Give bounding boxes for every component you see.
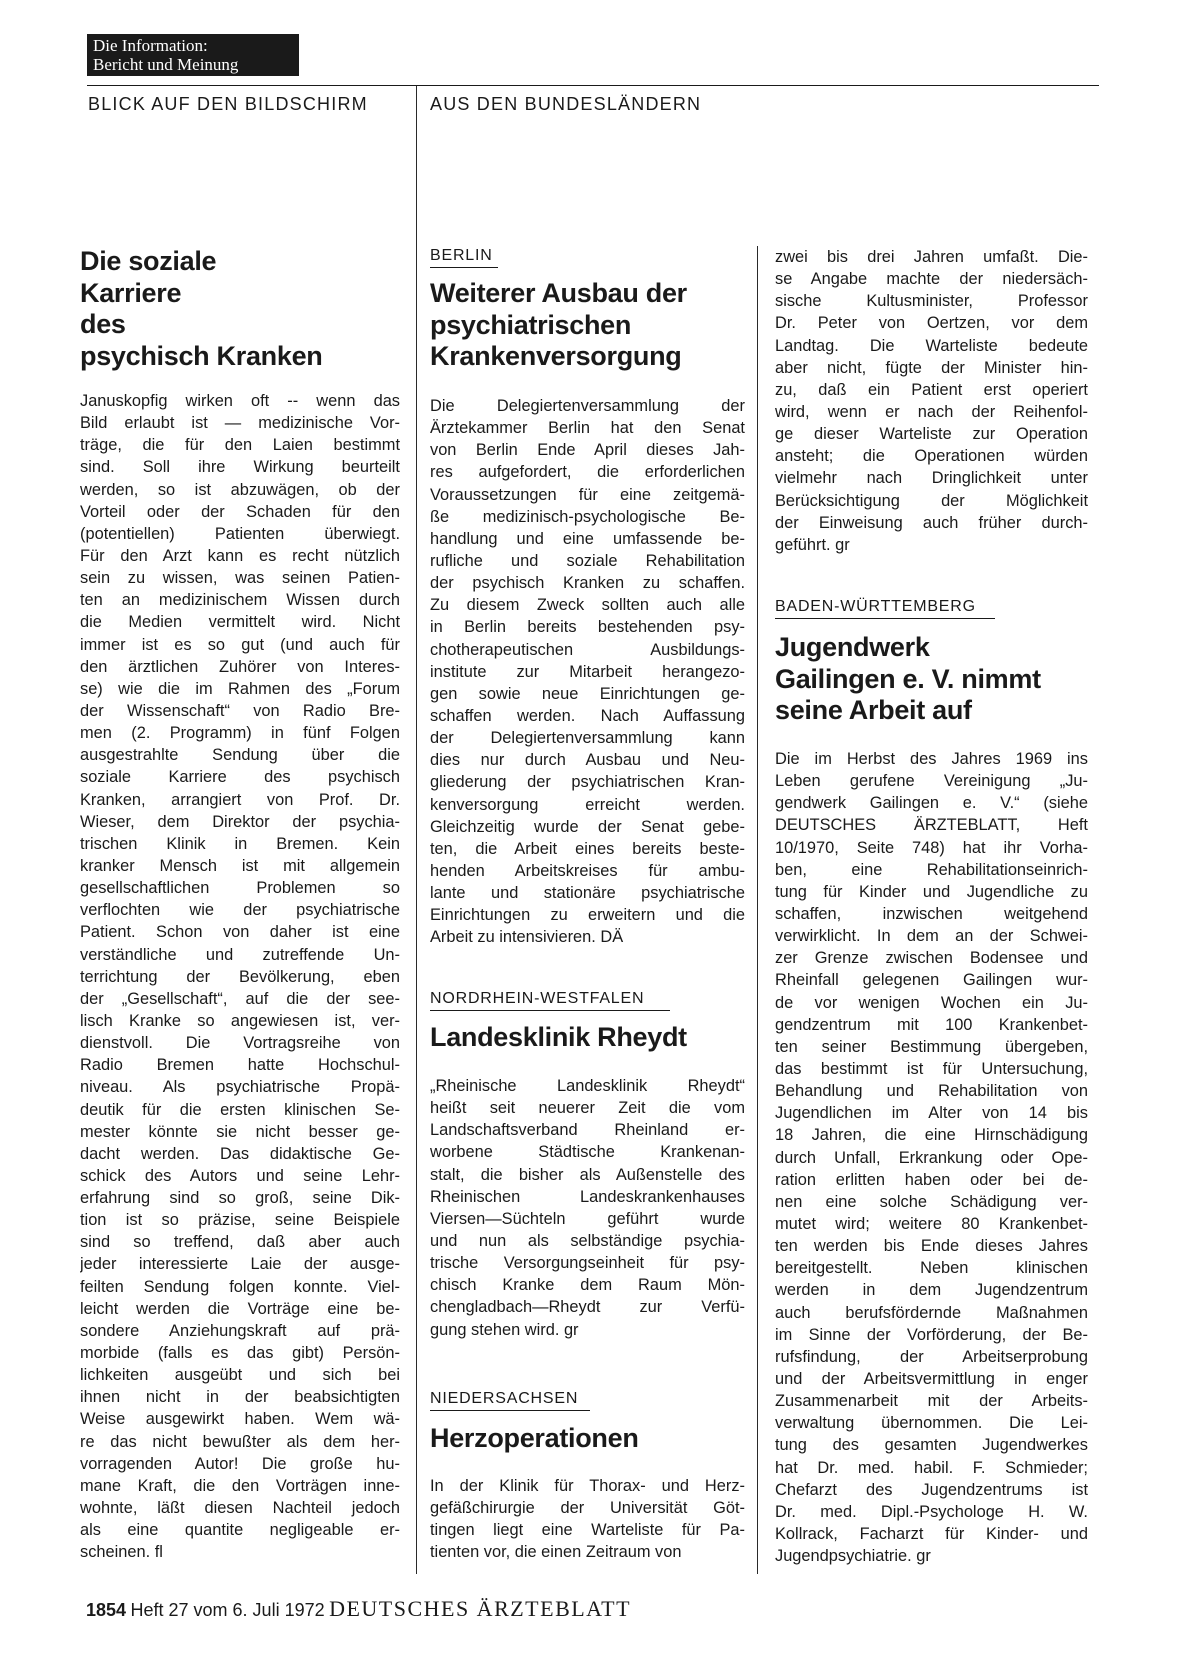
body-line: men (2. Programm) in fünf Folgen xyxy=(80,724,400,743)
article-body-rheydt xyxy=(430,1075,745,1341)
body-line: wohnte, läßt diesen Nachteil jedoch xyxy=(80,1499,400,1518)
body-line: das bestimmt ist für Untersuchung, xyxy=(775,1059,1088,1078)
series-label-line1: Die Information: xyxy=(93,36,208,55)
body-line: ansteht; die Operationen würden xyxy=(775,447,1088,466)
body-line: scheinen. fl xyxy=(80,1543,163,1562)
body-line: Landschaftsverband Rheinland er- xyxy=(430,1121,745,1140)
body-line: morbide (falls es das gibt) Persön- xyxy=(80,1344,400,1363)
body-line: immer ist es so gut (und auch für xyxy=(80,635,400,654)
headline-berlin: Weiterer Ausbau der psychiatrischen Krankenversorgung xyxy=(430,278,687,371)
article-body-berlin xyxy=(430,395,745,949)
body-line: kenversorgung erreicht werden. xyxy=(430,795,745,814)
body-line: der Delegiertenversammlung kann xyxy=(430,729,745,748)
body-line: sische Kultusminister, Professor xyxy=(775,292,1088,311)
body-line: Landtag. Die Warteliste bedeute xyxy=(775,336,1088,355)
body-line: verständliche und zutreffende Un- xyxy=(80,945,400,964)
body-line: leicht werden die Vorträge eine be- xyxy=(80,1299,400,1318)
body-line: geführt. gr xyxy=(775,535,850,554)
body-line: se) wie die im Rahmen des „Forum xyxy=(80,679,400,698)
body-line: chotherapeutischen Ausbildungs- xyxy=(430,640,745,659)
body-line: Zusammenarbeit mit der Arbeits- xyxy=(775,1392,1088,1411)
body-line: gung stehen wird. gr xyxy=(430,1320,579,1339)
body-line: tung des gesamten Jugendwerkes xyxy=(775,1436,1088,1455)
body-line: Viersen—Süchteln geführt wurde xyxy=(430,1209,745,1228)
body-line: chisch Kranke dem Raum Mön- xyxy=(430,1276,745,1295)
body-line: sondere Anziehungskraft auf prä- xyxy=(80,1321,400,1340)
body-line: niveau. Als psychiatrische Propä- xyxy=(80,1078,400,1097)
kicker-underline xyxy=(430,1410,590,1411)
body-line: soziale Karriere des psychisch xyxy=(80,768,400,787)
body-line: Wieser, dem Direktor der psychia- xyxy=(80,812,400,831)
body-line: Voraussetzungen für eine zeitgemä- xyxy=(430,485,745,504)
body-line: terrichtung der Bevölkerung, eben xyxy=(80,967,400,986)
body-line: vielmehr nach Dringlichkeit unter xyxy=(775,469,1088,488)
body-line: der Wissenschaft“ von Radio Bre- xyxy=(80,701,400,720)
column-rule-2 xyxy=(757,246,758,1574)
body-line: tienten vor, die einen Zeitraum von xyxy=(430,1543,682,1562)
kicker-underline xyxy=(430,267,498,268)
body-line: Berücksichtigung der Möglichkeit xyxy=(775,491,1088,510)
top-rule xyxy=(87,85,1099,86)
column-rule-1 xyxy=(416,86,417,1574)
body-line: verflochten wie der psychiatrische xyxy=(80,901,400,920)
body-line: mane Kraft, die den Vorträgen inne- xyxy=(80,1476,400,1495)
body-line: rufliche und soziale Rehabilitation xyxy=(430,551,745,570)
body-line: zer Grenze zwischen Bodensee und xyxy=(775,949,1088,968)
body-line: Die im Herbst des Jahres 1969 ins xyxy=(775,750,1088,768)
body-line: de vor wenigen Wochen ein Ju- xyxy=(775,993,1088,1012)
body-line: bereitgestellt. Neben klinischen xyxy=(775,1259,1088,1278)
body-line: die Medien vermittelt wird. Nicht xyxy=(80,613,400,632)
body-line: ten, die Arbeit eines bereits beste- xyxy=(430,839,745,858)
body-line: ße medizinisch-psychologische Be- xyxy=(430,507,745,526)
body-line: Für den Arzt kann es recht nützlich xyxy=(80,546,400,565)
body-line: 18 Jahren, die eine Hirnschädigung xyxy=(775,1126,1088,1145)
body-line: DEUTSCHES ÄRZTEBLATT, Heft xyxy=(775,816,1088,835)
body-line: hat Dr. med. habil. F. Schmieder; xyxy=(775,1458,1088,1477)
body-line: lante und stationäre psychiatrische xyxy=(430,884,745,903)
page-footer xyxy=(86,1596,631,1625)
body-line: ten werden bis Ende dieses Jahres xyxy=(775,1237,1088,1256)
body-line: Patient. Schon von daher ist eine xyxy=(80,923,400,942)
body-line: mutet wird; weitere 80 Krankenbet- xyxy=(775,1214,1088,1233)
body-line: Arbeit zu intensivieren. DÄ xyxy=(430,928,624,947)
body-line: deutik für die ersten klinischen Se- xyxy=(80,1100,400,1119)
headline-rheydt: Landesklinik Rheydt xyxy=(430,1022,687,1052)
body-line: verwirklicht. In dem an der Schwei- xyxy=(775,927,1088,946)
body-line: gen sowie neue Einrichtungen ge- xyxy=(430,684,745,703)
body-line: ben, eine Rehabilitationseinrich- xyxy=(775,860,1088,879)
body-line: jeder interessierte Laie der ausge- xyxy=(80,1255,400,1274)
body-line: gefäßchirurgie der Universität Göt- xyxy=(430,1499,745,1518)
kicker-niedersachsen: NIEDERSACHSEN xyxy=(430,1390,579,1407)
body-line: Einrichtungen zu erweitern und die xyxy=(430,906,745,925)
body-line: träge, die für den Laien bestimmt xyxy=(80,436,400,455)
body-line: worbene Städtische Krankenan- xyxy=(430,1143,745,1162)
body-line: schaffen werden. Nach Auffassung xyxy=(430,706,745,725)
body-line: res aufgefordert, die erforderlichen xyxy=(430,463,745,482)
body-line: den ärztlichen Zuhörer von Interes- xyxy=(80,657,400,676)
article-body-tv xyxy=(80,390,400,1563)
body-line: Kranken, arrangiert von Prof. Dr. xyxy=(80,790,400,809)
headline-gailingen: Jugendwerk Gailingen e. V. nimmt seine Arbeit auf xyxy=(775,632,1041,725)
masthead: DEUTSCHES ÄRZTEBLATT xyxy=(329,1596,632,1621)
page-number: 1854 xyxy=(86,1600,127,1620)
body-line: dies nur durch Ausbau und Neu- xyxy=(430,751,745,770)
body-line: Jugendlichen im Alter von 14 bis xyxy=(775,1104,1088,1123)
body-line: schick des Autors und seine Lehr- xyxy=(80,1166,400,1185)
body-line: Radio Bremen hatte Hochschul- xyxy=(80,1056,400,1075)
body-line: sein zu wissen, was seinen Patien- xyxy=(80,569,400,588)
body-line: re das nicht bewußter als dem her- xyxy=(80,1432,400,1451)
body-line: Zu diesem Zweck sollten auch alle xyxy=(430,596,745,615)
body-line: handlung und eine umfassende be- xyxy=(430,529,745,548)
body-line: ten an medizinischem Wissen durch xyxy=(80,591,400,610)
body-line: In der Klinik für Thorax- und Herz- xyxy=(430,1477,745,1495)
body-line: Dr. med. Dipl.-Psychologe H. W. xyxy=(775,1502,1088,1521)
body-line: und nun als selbständige psychia- xyxy=(430,1231,745,1250)
body-line: durch Unfall, Erkrankung oder Ope- xyxy=(775,1148,1088,1167)
body-line: der Einweisung auch früher durch- xyxy=(775,513,1088,532)
body-line: wird, wenn er nach der Reihenfol- xyxy=(775,402,1088,421)
body-line: trischen Klinik in Bremen. Kein xyxy=(80,834,400,853)
body-line: tingen liegt eine Warteliste für Pa- xyxy=(430,1521,745,1540)
body-line: werden, so ist abzuwägen, ob der xyxy=(80,480,400,499)
body-line: von Berlin Ende April dieses Jah- xyxy=(430,441,745,460)
body-line: vorragenden Autor! Die große hu- xyxy=(80,1454,400,1473)
body-line: dienstvoll. Die Vortragsreihe von xyxy=(80,1034,400,1053)
body-line: dacht werden. Das didaktische Ge- xyxy=(80,1144,400,1163)
body-line: Januskopfig wirken oft -- wenn das xyxy=(80,392,400,410)
series-label-line2: Bericht und Meinung xyxy=(93,55,239,74)
body-line: der „Gesellschaft“, auf die der see- xyxy=(80,989,400,1008)
body-line: ge dieser Warteliste zur Operation xyxy=(775,425,1088,444)
body-line: 10/1970, Seite 748) hat ihr Vorha- xyxy=(775,838,1088,857)
body-line: verwaltung übernommen. Die Lei- xyxy=(775,1414,1088,1433)
body-line: ten seiner Bestimmung übergeben, xyxy=(775,1037,1088,1056)
body-line: erfahrung sind so groß, seine Dik- xyxy=(80,1189,400,1208)
body-line: Vorteil oder der Schaden für den xyxy=(80,502,400,521)
body-line: kranker Mensch ist mit allgemein xyxy=(80,856,400,875)
body-line: gendzentrum mit 100 Krankenbet- xyxy=(775,1015,1088,1034)
article-body-gailingen xyxy=(775,748,1088,1567)
kicker-bw: BADEN-WÜRTTEMBERG xyxy=(775,598,976,615)
section-left-title: BLICK AUF DEN BILDSCHIRM xyxy=(88,94,368,114)
body-line: Chefarzt des Jugendzentrums ist xyxy=(775,1480,1088,1499)
headline-tv: Die soziale Karriere des psychisch Kranken xyxy=(80,246,323,371)
body-line: tung für Kinder und Jugendliche zu xyxy=(775,882,1088,901)
body-line: chengladbach—Rheydt zur Verfü- xyxy=(430,1298,745,1317)
body-line: Bild erlaubt ist — medizinische Vor- xyxy=(80,414,400,433)
body-line: tion ist so präzise, seine Beispiele xyxy=(80,1211,400,1230)
body-line: stalt, die bisher als Außenstelle des xyxy=(430,1165,745,1184)
body-line: se Angabe machte der niedersäch- xyxy=(775,270,1088,289)
body-line: mester könnte sie nicht besser ge- xyxy=(80,1122,400,1141)
body-line: ihnen nicht in der beabsichtigten xyxy=(80,1388,400,1407)
kicker-underline xyxy=(430,1010,670,1011)
body-line: institute zur Mitarbeit herangezo- xyxy=(430,662,745,681)
body-line: zu, daß ein Patient erst operiert xyxy=(775,380,1088,399)
body-line: Behandlung und Rehabilitation von xyxy=(775,1082,1088,1101)
body-line: Jugendpsychiatrie. gr xyxy=(775,1547,931,1566)
body-line: gendwerk Gailingen e. V.“ (siehe xyxy=(775,794,1088,813)
body-line: Gleichzeitig wurde der Senat gebe- xyxy=(430,817,745,836)
body-line: Weise ausgewirkt haben. Wem wä- xyxy=(80,1410,400,1429)
body-line: zwei bis drei Jahren umfaßt. Die- xyxy=(775,248,1088,266)
body-line: schaffen, inzwischen weitgehend xyxy=(775,904,1088,923)
body-line: gliederung der psychiatrischen Kran- xyxy=(430,773,745,792)
body-line: ausgestrahlte Sendung über die xyxy=(80,746,400,765)
body-line: feilten Sendung folgen konnte. Viel- xyxy=(80,1277,400,1296)
body-line: Rheinischen Landeskrankenhauses xyxy=(430,1187,745,1206)
body-line: rufsfindung, der Arbeitserprobung xyxy=(775,1347,1088,1366)
section-right-title: AUS DEN BUNDESLÄNDERN xyxy=(430,94,702,114)
kicker-nrw: NORDRHEIN-WESTFALEN xyxy=(430,990,645,1007)
body-line: aber nicht, fügte der Minister hin- xyxy=(775,358,1088,377)
kicker-underline xyxy=(775,618,995,619)
body-line: trische Versorgungseinheit für psy- xyxy=(430,1254,745,1273)
headline-herz: Herzoperationen xyxy=(430,1423,639,1453)
body-line: heißt seit neuerer Zeit die vom xyxy=(430,1099,745,1118)
body-line: Ärztekammer Berlin hat den Senat xyxy=(430,419,745,438)
body-line: Leben gerufene Vereinigung „Ju- xyxy=(775,772,1088,791)
body-line: werden in dem Jugendzentrum xyxy=(775,1281,1088,1300)
body-line: ration erlitten haben oder bei de- xyxy=(775,1170,1088,1189)
body-line: (potentiellen) Patienten überwiegt. xyxy=(80,524,400,543)
body-line: lisch Kranke so angewiesen ist, ver- xyxy=(80,1011,400,1030)
body-line: sind so treffend, daß aber auch xyxy=(80,1233,400,1252)
issue-info: Heft 27 vom 6. Juli 1972 xyxy=(130,1600,325,1620)
body-line: auch berufsfördernde Maßnahmen xyxy=(775,1303,1088,1322)
body-line: „Rheinische Landesklinik Rheydt“ xyxy=(430,1077,745,1095)
body-line: der psychisch Kranken zu schaffen. xyxy=(430,574,745,593)
body-line: im Sinne der Vorförderung, der Be- xyxy=(775,1325,1088,1344)
body-line: Die Delegiertenversammlung der xyxy=(430,397,745,415)
body-line: Dr. Peter von Oertzen, vor dem xyxy=(775,314,1088,333)
body-line: sind. Soll ihre Wirkung beurteilt xyxy=(80,458,400,477)
article-body-herz-continued xyxy=(775,246,1088,556)
body-line: nen eine solche Schädigung ver- xyxy=(775,1192,1088,1211)
body-line: henden Arbeitskreises für ambu- xyxy=(430,861,745,880)
body-line: und der Arbeitsvermittlung in enger xyxy=(775,1369,1088,1388)
article-body-herz xyxy=(430,1475,745,1564)
body-line: Rheinfall gelegenen Gailingen wur- xyxy=(775,971,1088,990)
body-line: Kollrack, Facharzt für Kinder- und xyxy=(775,1524,1088,1543)
body-line: als eine quantite negligeable er- xyxy=(80,1521,400,1540)
kicker-berlin: BERLIN xyxy=(430,247,493,264)
body-line: gesellschaftlichen Problemen so xyxy=(80,879,400,898)
body-line: in Berlin bereits bestehenden psy- xyxy=(430,618,745,637)
body-line: lichkeiten ausgeübt und sich bei xyxy=(80,1366,400,1385)
